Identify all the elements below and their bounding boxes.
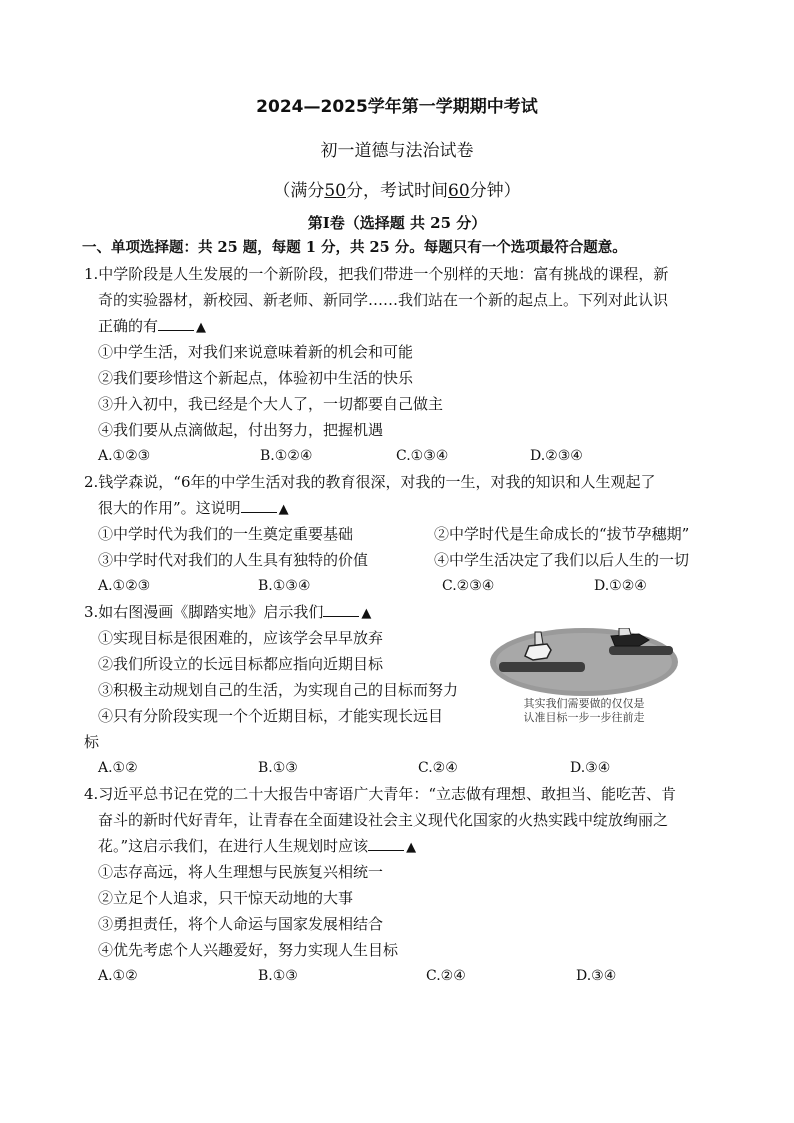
q3-option-d: D.③④ xyxy=(570,760,611,776)
q3-option-b: B.①③ xyxy=(258,760,298,776)
q4-option-a: A.①② xyxy=(98,968,138,984)
q4-line-1: 4.习近平总书记在党的二十大报告中寄语广大青年：“立志做有理想、敢担当、能吃苦、肯 xyxy=(84,785,676,803)
q1-statement-4: ④我们要从点滴做起，付出努力，把握机遇 xyxy=(98,421,384,439)
q3-statement-3: ③积极主动规划自己的生活，为实现自己的目标而努力 xyxy=(98,681,459,699)
q4-statement-1: ①志存高远，将人生理想与民族复兴相统一 xyxy=(98,863,384,881)
stepping-board-right xyxy=(609,646,673,655)
q1-line-1: 1.中学阶段是人生发展的一个新阶段，把我们带进一个别样的天地：富有挑战的课程，新 xyxy=(84,265,669,283)
answer-blank xyxy=(368,836,404,851)
full-score: 50 xyxy=(324,181,346,201)
q3-option-a: A.①② xyxy=(98,760,138,776)
exam-title: 2024—2025学年第一学期期中考试 xyxy=(256,97,538,117)
answer-blank xyxy=(158,316,194,331)
exam-meta: （满分50分，考试时间60分钟） xyxy=(273,181,521,201)
q4-option-c: C.②④ xyxy=(426,968,466,984)
q4-line-3: 花。”这启示我们，在进行人生规划时应该 ▲ xyxy=(98,837,417,855)
q1-option-d: D.②③④ xyxy=(530,448,583,464)
volume-heading: 第Ⅰ卷（选择题 共 25 分） xyxy=(307,214,487,232)
q4-statement-3: ③勇担责任，将个人命运与国家发展相结合 xyxy=(98,915,384,933)
q1-statement-2: ②我们要珍惜这个新起点，体验初中生活的快乐 xyxy=(98,369,414,387)
stepping-board-left xyxy=(499,662,585,672)
exam-time: 60 xyxy=(448,181,470,201)
q3-statement-2: ②我们所设立的长远目标都应指向近期目标 xyxy=(98,655,384,673)
q2-line-1: 2.钱学森说，“6年的中学生活对我的教育很深，对我的一生，对我的知识和人生观起了 xyxy=(84,473,656,491)
answer-blank xyxy=(323,602,359,617)
q3-statement-4-cont: 标 xyxy=(84,733,100,751)
q2-option-d: D.①②④ xyxy=(594,578,647,594)
cartoon-caption-1: 其实我们需要做的仅仅是 xyxy=(523,697,645,710)
exam-subtitle: 初一道德与法治试卷 xyxy=(320,141,474,161)
q1-statement-1: ①中学生活，对我们来说意味着新的机会和可能 xyxy=(98,343,414,361)
q1-option-a: A.①②③ xyxy=(98,448,151,464)
q1-line-3: 正确的有 ▲ xyxy=(98,317,207,335)
cartoon-caption-2: 认准目标一步一步往前走 xyxy=(523,711,645,724)
q3-statement-4: ④只有分阶段实现一个个近期目标，才能实现长远目 xyxy=(98,707,444,725)
q1-line-2: 奇的实验器材，新校园、新老师、新同学……我们站在一个新的起点上。下列对此认识 xyxy=(98,291,669,309)
q2-statement-4: ④中学生活决定了我们以后人生的一切 xyxy=(434,551,690,569)
q4-statement-2: ②立足个人追求，只干惊天动地的大事 xyxy=(98,889,354,907)
q1-option-b: B.①②④ xyxy=(260,448,313,464)
answer-marker: ▲ xyxy=(361,606,372,621)
q2-option-a: A.①②③ xyxy=(98,578,151,594)
q2-option-b: B.①③④ xyxy=(258,578,311,594)
q2-option-c: C.②③④ xyxy=(442,578,495,594)
answer-marker: ▲ xyxy=(406,840,417,855)
q2-statement-1: ①中学时代为我们的一生奠定重要基础 xyxy=(98,525,354,543)
q4-statement-4: ④优先考虑个人兴趣爱好，努力实现人生目标 xyxy=(98,941,399,959)
q3-line-1: 3.如右图漫画《脚踏实地》启示我们 ▲ xyxy=(84,603,372,621)
q2-statement-2: ②中学时代是生命成长的“拔节孕穗期” xyxy=(434,525,690,543)
answer-marker: ▲ xyxy=(278,502,289,517)
q1-statement-3: ③升入初中，我已经是个大人了，一切都要自己做主 xyxy=(98,395,444,413)
q4-option-b: B.①③ xyxy=(258,968,298,984)
section-heading: 一、单项选择题：共 25 题，每题 1 分，共 25 分。每题只有一个选项最符合题意。 xyxy=(82,239,627,256)
answer-blank xyxy=(241,498,277,513)
answer-marker: ▲ xyxy=(196,320,207,335)
q2-statement-3: ③中学时代对我们的人生具有独特的价值 xyxy=(98,551,369,569)
q3-statement-1: ①实现目标是很困难的，应该学会早早放弃 xyxy=(98,629,384,647)
left-shoe-icon xyxy=(525,644,551,660)
q3-option-c: C.②④ xyxy=(418,760,458,776)
q4-line-2: 奋斗的新时代好青年，让青春在全面建设社会主义现代化国家的火热实践中绽放绚丽之 xyxy=(98,811,669,829)
q4-option-d: D.③④ xyxy=(576,968,617,984)
q2-line-2: 很大的作用”。这说明 ▲ xyxy=(98,499,289,517)
q1-option-c: C.①③④ xyxy=(396,448,449,464)
